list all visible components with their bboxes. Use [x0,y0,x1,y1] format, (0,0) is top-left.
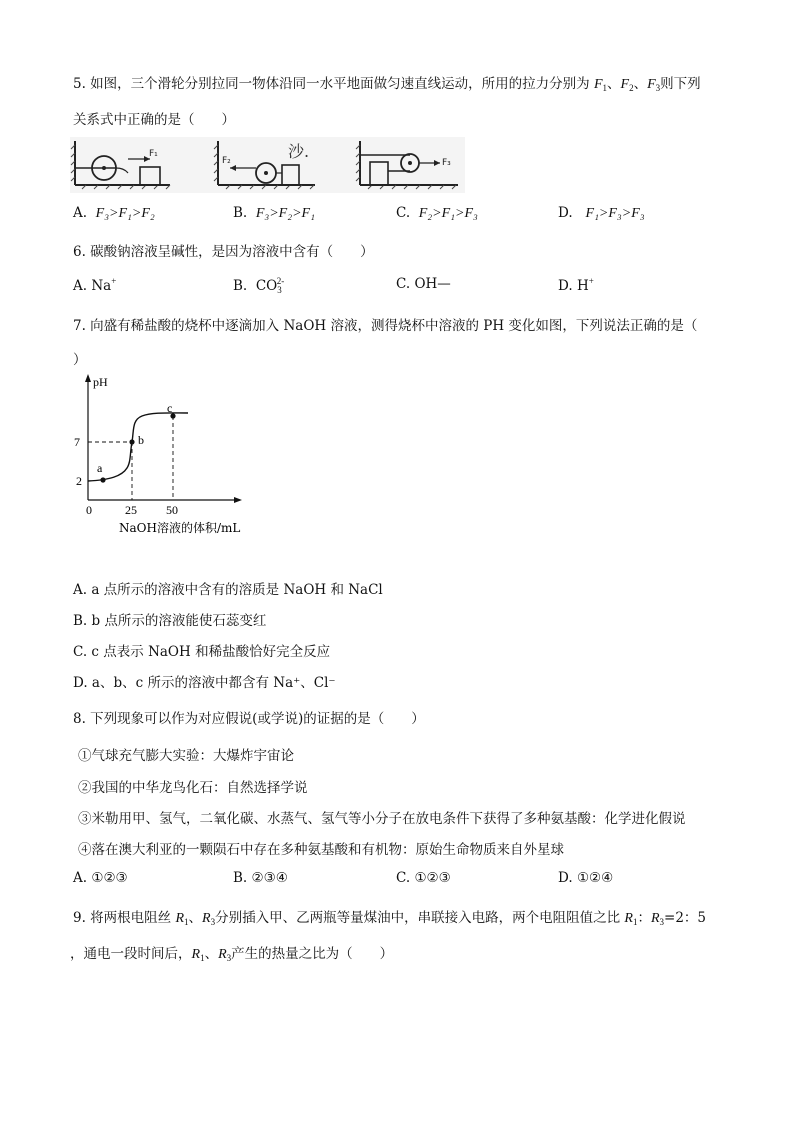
y-tick-7: 7 [74,435,80,449]
option-letter: B. [233,278,248,294]
option-letter: B. [233,205,248,221]
option-text: F₃>F₁>F₂ [95,206,155,221]
q9-line2-tail: 产生的热量之比为（ ） [231,946,394,962]
option-text: F₃>F₂>F₁ [255,206,315,221]
option-text: F₂>F₁>F₃ [418,206,478,221]
y-tick-2: 2 [76,474,82,488]
x-axis-label: NaOH溶液的体积/mL [119,521,241,535]
sep: 、 [188,910,203,926]
q5-stem-line2: 关系式中正确的是（ ） [73,112,235,128]
var-r: R [624,911,633,926]
option-text: OH— [414,276,451,292]
q6-option-a [73,276,116,294]
label-f2: F₂ [222,156,231,166]
var-f: F [647,77,656,92]
q7-option-b: B. b 点所示的溶液能使石蕊变红 [73,613,267,629]
q8-option-b [233,870,288,886]
option-text: ①②③ [414,870,451,886]
option-text: CO [255,278,278,294]
q7-ph-chart [70,372,255,542]
var-r: R [218,947,227,962]
option-sub: 3 [277,285,282,295]
q7-stem-line1: 7. 向盛有稀盐酸的烧杯中逐滴加入 NaOH 溶液，测得烧杯中溶液的 PH 变化如图，下列说法正确的是（ [73,318,698,334]
option-letter: C. [396,276,411,292]
x-tick-50: 50 [166,503,178,517]
x-tick-0: 0 [86,503,92,517]
var-r: R [202,911,211,926]
option-letter: D. [558,870,573,886]
q6-stem: 6. 碳酸钠溶液呈碱性，是因为溶液中含有（ ） [73,244,374,260]
q7-option-a: A. a 点所示的溶液中含有的溶质是 NaOH 和 NaCl [73,582,383,598]
option-letter: D. [558,278,573,294]
q7-option-d: D. a、b、c 所示的溶液中都含有 Na⁺、Cl⁻ [73,675,336,691]
option-letter: A. [73,870,88,886]
option-sup: 2- [276,276,285,286]
sep: 、 [204,946,219,962]
q8-stem: 8. 下列现象可以作为对应假说(或学说)的证据的是（ ） [73,711,425,727]
q5-pulley-figures [70,137,465,193]
option-text: ①②③ [91,870,128,886]
sep: 、 [607,76,621,92]
var-r: R [191,947,201,962]
q8-option-a [73,870,128,886]
q5-option-a [73,205,155,222]
q5-stem-line1 [73,72,701,93]
option-letter: D. [558,205,573,221]
sub-1: 1 [184,917,189,927]
option-letter: B. [233,870,248,886]
label-f1: F₁ [149,149,158,159]
q8-option-c [396,870,451,886]
option-letter: C. [396,870,411,886]
option-letter: A. [73,205,88,221]
option-sup: + [111,276,117,286]
sub-1: 1 [632,917,638,927]
y-axis-arrow [85,374,91,382]
q9-stem-text: 9. 将两根电阻丝 [73,910,176,926]
label-f3: F₃ [442,158,451,168]
q9-stem-text-b: 分别插入甲、乙两瓶等量煤油中，串联接入电路，两个电阻阻值之比 [215,910,625,926]
q8-option-d [558,870,613,886]
q8-item-3: ③米勒用甲、氢气，二氧化碳、水蒸气、氢气等小分子在放电条件下获得了多种氨基酸：化学进化假说 [78,811,686,827]
y-axis-label: pH [93,375,108,389]
q6-option-c [396,276,451,292]
x-tick-25: 25 [125,503,137,517]
q8-item-4: ④落在澳大利亚的一颗陨石中存在多种氨基酸和有机物：原始生命物质来自外星球 [78,842,564,858]
point-c-label: c [167,401,173,415]
q5-stem-tail: 则下列 [660,76,701,92]
option-letter: A. [73,278,88,294]
q5-option-d [558,205,645,222]
option-text: ①②④ [576,870,614,886]
q9-stem-line1 [73,906,706,927]
option-text: ②③④ [251,870,288,886]
sub-2: 2 [629,83,634,93]
option-text: Na [91,278,112,294]
point-a [100,477,105,482]
sub-3: 3 [226,953,232,963]
sep: 、 [633,76,648,92]
q5-option-b [233,205,315,222]
sub-1: 1 [200,953,205,963]
var-r: R [175,911,185,926]
q7-stem-line2: ） [73,352,87,368]
q9-stem-line2 [70,942,393,963]
var-f: F [620,77,630,92]
ratio-value: =2：5 [664,910,707,926]
q6-option-b [233,276,284,295]
colon: ： [637,910,651,926]
q6-option-d [558,276,594,294]
q9-line2-text: ，通电一段时间后， [70,946,192,962]
option-text: H [576,278,589,294]
q5-option-c [396,205,478,222]
sub-1: 1 [602,83,608,93]
q5-stem-text: 5. 如图，三个滑轮分别拉同一物体沿同一水平地面做匀速直线运动，所用的拉力分别为 [73,76,594,92]
q7-option-c: C. c 点表示 NaOH 和稀盐酸恰好完全反应 [73,644,331,660]
point-a-label: a [97,461,103,475]
sub-3: 3 [655,83,661,93]
sub-3: 3 [659,917,665,927]
option-text: F₁>F₃>F₃ [585,206,645,221]
option-sup: + [588,276,594,286]
point-b [129,439,134,444]
option-letter: C. [396,205,411,221]
q8-item-2: ②我国的中华龙鸟化石：自然选择学说 [78,780,308,796]
var-r: R [650,911,660,926]
handwritten-mark: 沙. [288,142,310,161]
var-f: F [593,77,603,92]
sub-3: 3 [210,917,216,927]
q8-item-1: ①气球充气膨大实验：大爆炸宇宙论 [78,748,294,764]
point-b-label: b [138,433,144,447]
x-axis-arrow [234,497,242,503]
